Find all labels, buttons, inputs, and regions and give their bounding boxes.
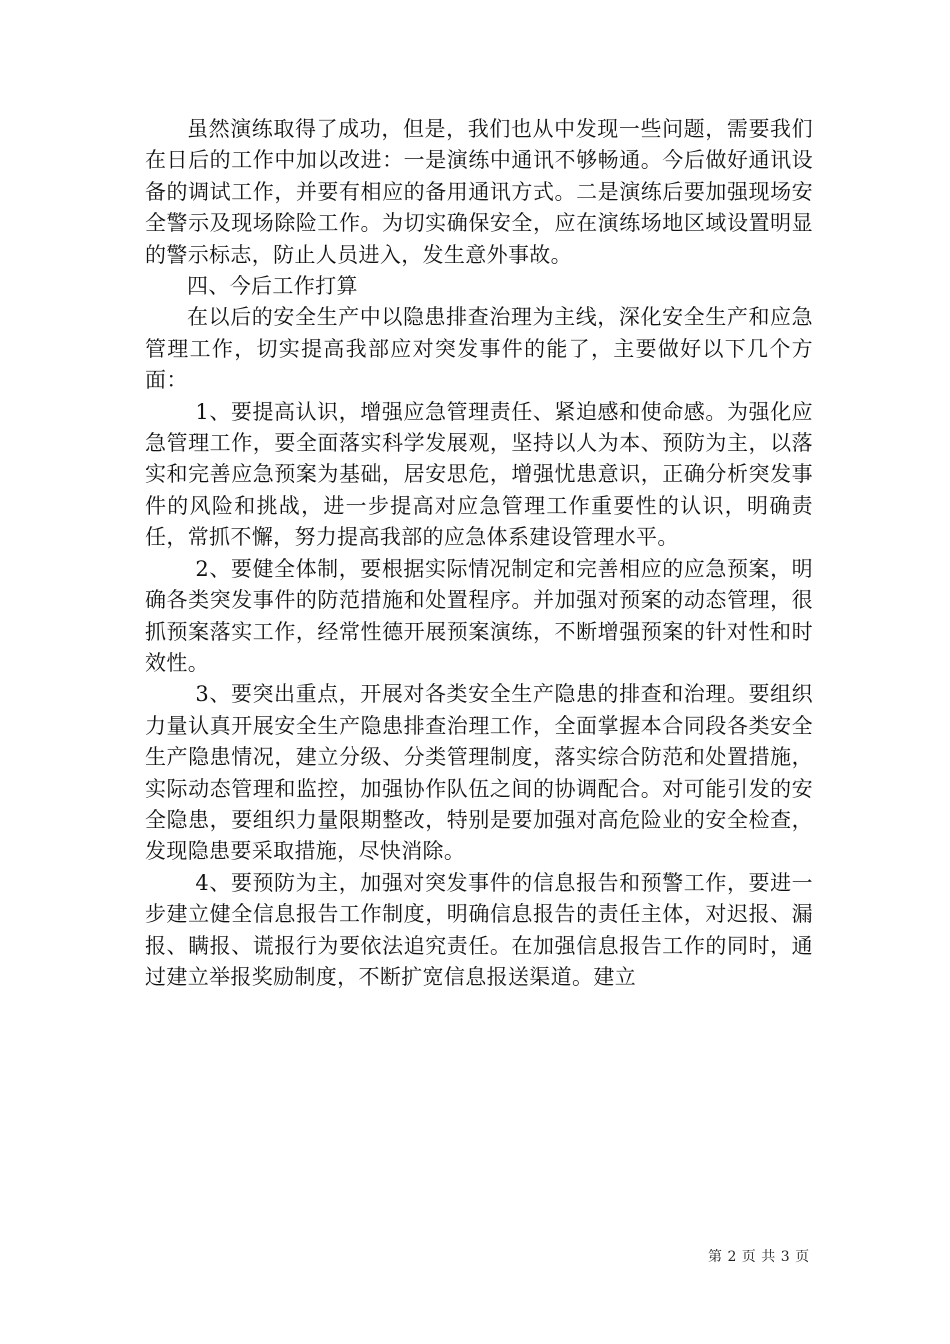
paragraph-item-2: 2、要健全体制，要根据实际情况制定和完善相应的应急预案，明确各类突发事件的防范措施和处置程序。并加强对预案的动态管理，很抓预案落实工作，经常性德开展预案演练，不断增强预案的针对性和时效性。 [145, 556, 813, 675]
section-heading-future-plans: 四、今后工作打算 [187, 274, 358, 299]
page-number-footer: 第 2 页 共 3 页 [708, 1249, 810, 1265]
paragraph-drill-issues: 虽然演练取得了成功，但是，我们也从中发现一些问题，需要我们在日后的工作中加以改进：一是演练中通讯不够畅通。今后做好通讯设备的调试工作，并要有相应的备用通讯方式。二是演练后要加强现场安全警示及现场除险工作。为切实确保安全，应在演练场地区域设置明显的警示标志，防止人员进入，发生意外事故。 [145, 117, 813, 267]
paragraph-item-1: 1、要提高认识，增强应急管理责任、紧迫感和使命感。为强化应急管理工作，要全面落实科学发展观，坚持以人为本、预防为主，以落实和完善应急预案为基础，居安思危，增强忧患意识，正确分析突发事件的风险和挑战，进一步提高对应急管理工作重要性的认识，明确责任，常抓不懈，努力提高我部的应急体系建设管理水平。 [145, 399, 813, 550]
paragraph-item-4: 4、要预防为主，加强对突发事件的信息报告和预警工作，要进一步建立健全信息报告工作制度，明确信息报告的责任主体，对迟报、漏报、瞒报、谎报行为要依法追究责任。在加强信息报告工作的同时，通过建立举报奖励制度，不断扩宽信息报送渠道。建立 [145, 870, 813, 989]
paragraph-item-3: 3、要突出重点，开展对各类安全生产隐患的排查和治理。要组织力量认真开展安全生产隐患排查治理工作，全面掌握本合同段各类安全生产隐患情况，建立分级、分类管理制度，落实综合防范和处置措施，实际动态管理和监控，加强协作队伍之间的协调配合。对可能引发的安全隐患，要组织力量限期整改，特别是要加强对高危险业的安全检查，发现隐患要采取措施，尽快消除。 [145, 682, 813, 864]
document-body [145, 114, 813, 993]
paragraph-intro-plans: 在以后的安全生产中以隐患排查治理为主线，深化安全生产和应急管理工作，切实提高我部应对突发事件的能了，主要做好以下几个方面： [145, 305, 813, 393]
